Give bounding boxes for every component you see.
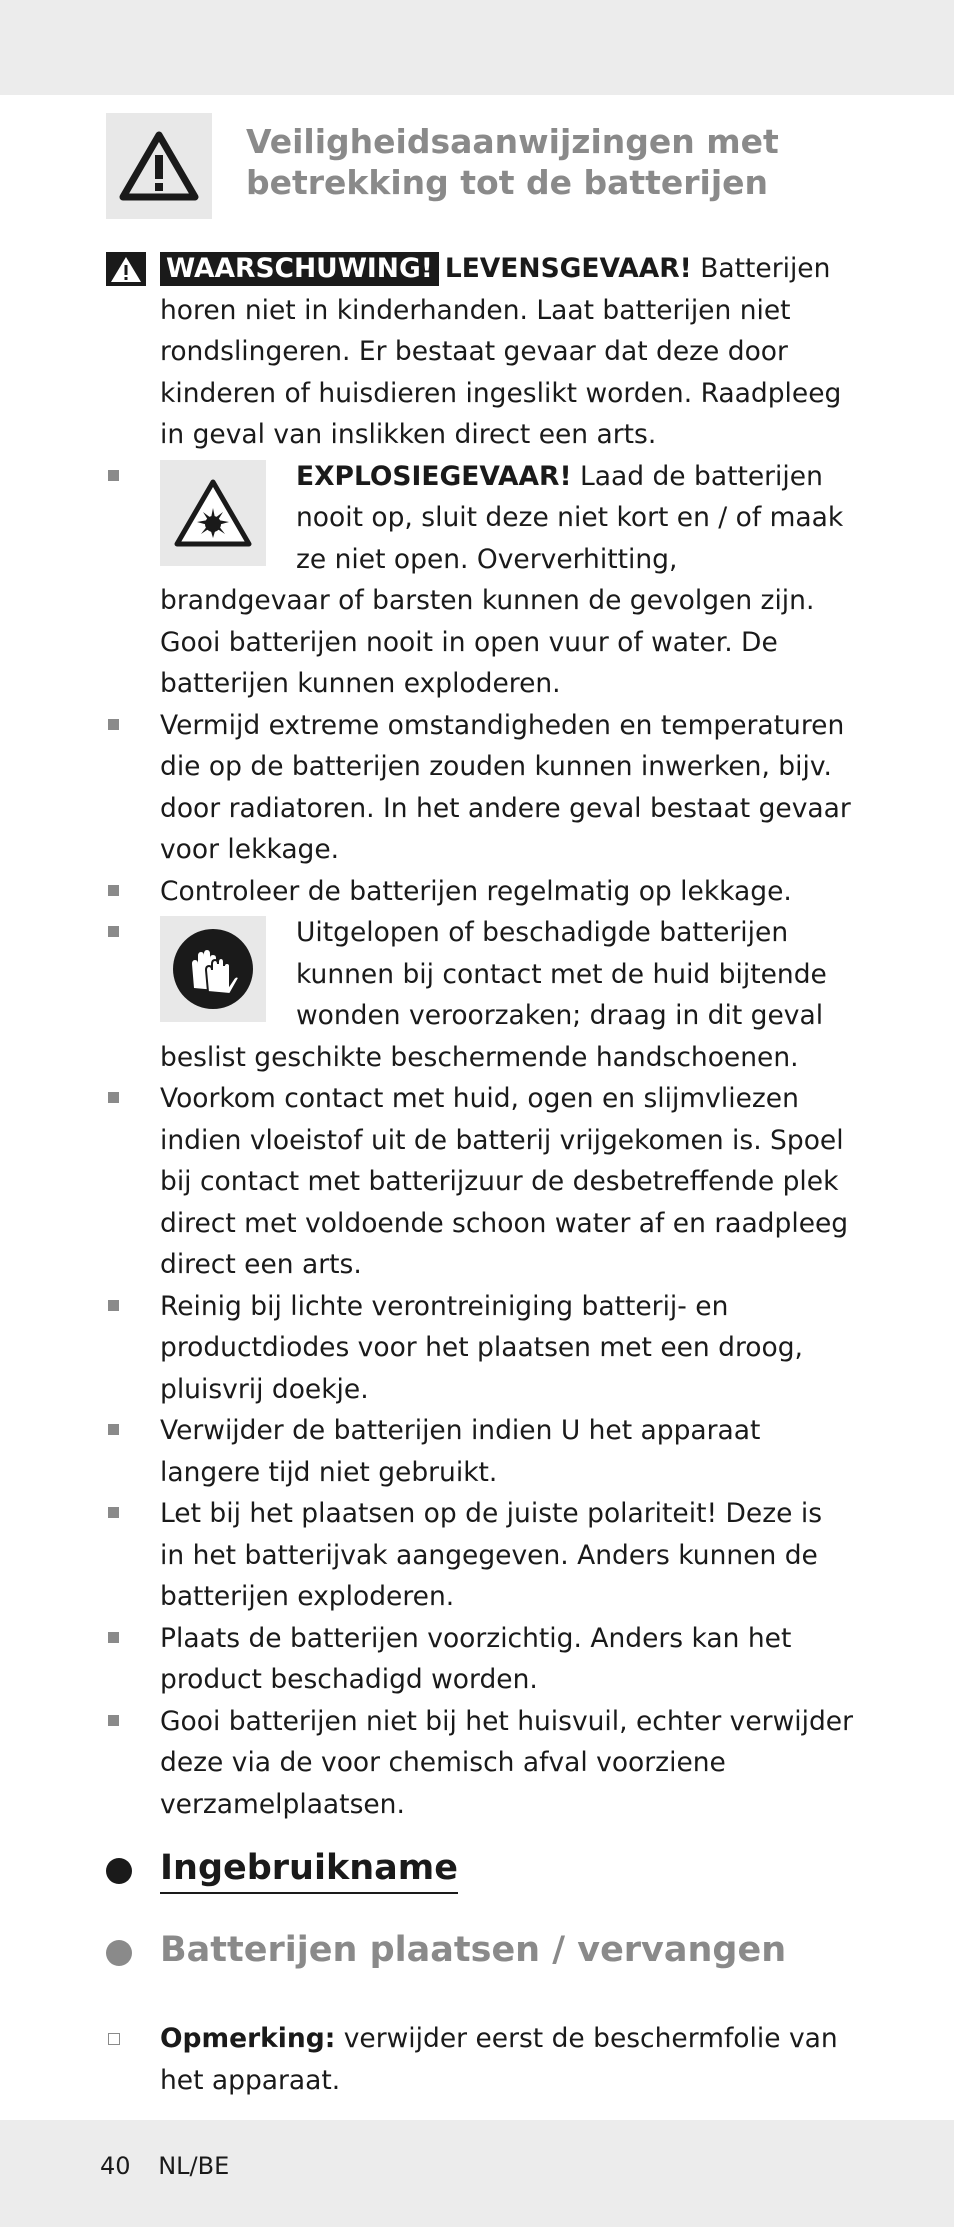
heading-dot	[106, 1858, 132, 1884]
section-title: Veiligheidsaanwijzingen met betrekking tot de batterijen	[246, 122, 779, 202]
bullet	[108, 1300, 119, 1311]
heading-dot	[106, 1940, 132, 1966]
item-text: Let bij het plaatsen op de juiste polariteit! Deze is in het batterijvak aangegeven. Anders kunnen de batterijen exploderen.	[160, 1498, 823, 1612]
explosion-icon-box	[160, 460, 266, 566]
language-code: NL/BE	[158, 2152, 230, 2180]
explosion-label: EXPLOSIEGEVAAR!	[296, 460, 572, 492]
item-text: Verwijder de batterijen indien U het apparaat langere tijd niet gebruikt.	[160, 1415, 761, 1488]
bullet	[108, 470, 119, 481]
list-item	[106, 705, 854, 871]
note-checkbox-icon	[108, 2033, 120, 2045]
explosion-item	[106, 456, 854, 705]
bullet	[108, 885, 119, 896]
danger-label: LEVENSGEVAAR!	[444, 253, 692, 284]
list-item	[106, 1493, 854, 1618]
warning-label: WAARSCHUWING!	[160, 252, 439, 286]
item-text: Voorkom contact met huid, ogen en slijmvliezen indien vloeistof uit de batterij vrijgekomen is. Spoel bij contact met batterijzuur de desbetreffende plek direct met voldoende schoon water af en raadpleeg direct een arts.	[160, 1083, 849, 1280]
warning-triangle-small-icon	[106, 252, 146, 286]
list-item	[106, 1618, 854, 1701]
bullet	[108, 1424, 119, 1435]
page-number: 40	[100, 2152, 131, 2180]
page-footer	[100, 2152, 249, 2180]
explosion-text: Laad de batterijen nooit op, sluit deze niet kort en / of maak ze niet open. Oververhitting, brandgevaar of barsten kunnen de gevolgen zijn. Gooi batterijen nooit in open vuur of water. De batterijen kunnen exploderen.	[160, 460, 844, 699]
list-item	[106, 1701, 854, 1826]
protective-gloves-icon	[170, 926, 256, 1012]
bullet	[108, 1092, 119, 1103]
list-item	[106, 1078, 854, 1286]
bullet	[108, 926, 119, 937]
item-text: Vermijd extreme omstandigheden en temperaturen die op de batterijen zouden kunnen inwerken, bijv. door radiatoren. In het andere geval bestaat gevaar voor lekkage.	[160, 709, 851, 865]
note-text: verwijder eerst de beschermfolie van het apparaat.	[160, 2023, 838, 2096]
bullet	[108, 1715, 119, 1726]
bullet	[108, 1632, 119, 1643]
top-band	[0, 0, 954, 95]
heading-text: Ingebruikname	[160, 1848, 458, 1894]
list-item	[106, 1286, 854, 1411]
bullet	[108, 719, 119, 730]
warning-text: Batterijen horen niet in kinderhanden. Laat batterijen niet rondslingeren. Er bestaat gevaar dat deze door kinderen of huisdieren ingeslikt worden. Raadpleeg in geval van inslikken direct een arts.	[160, 253, 842, 450]
item-text: Reinig bij lichte verontreiniging batterij- en productdiodes voor het plaatsen met een droog, pluisvrij doekje.	[160, 1290, 803, 1405]
item-text: Gooi batterijen niet bij het huisvuil, echter verwijder deze via de voor chemisch afval voorziene verzamelplaatsen.	[160, 1705, 853, 1820]
warning-box	[106, 113, 212, 219]
heading-text: Batterijen plaatsen / vervangen	[160, 1930, 787, 1970]
list-item	[106, 871, 854, 913]
gloves-icon-box	[160, 916, 266, 1022]
note-item	[106, 2018, 854, 2101]
item-text: Plaats de batterijen voorzichtig. Anders kan het product beschadigd worden.	[160, 1622, 792, 1695]
gloves-text: Uitgelopen of beschadigde batterijen kunnen bij contact met de huid bijtende wonden veroorzaken; draag in dit geval beslist geschikte beschermende handschoenen.	[160, 917, 827, 1073]
explosion-hazard-icon	[173, 478, 253, 548]
item-text: Controleer de batterijen regelmatig op lekkage.	[160, 875, 792, 907]
list-item	[106, 1410, 854, 1493]
safety-list	[106, 248, 854, 1825]
bullet	[108, 1507, 119, 1518]
warning-item	[106, 248, 854, 456]
gloves-item	[106, 912, 854, 1078]
warning-triangle-icon	[119, 131, 199, 201]
note-label: Opmerking:	[160, 2023, 336, 2054]
